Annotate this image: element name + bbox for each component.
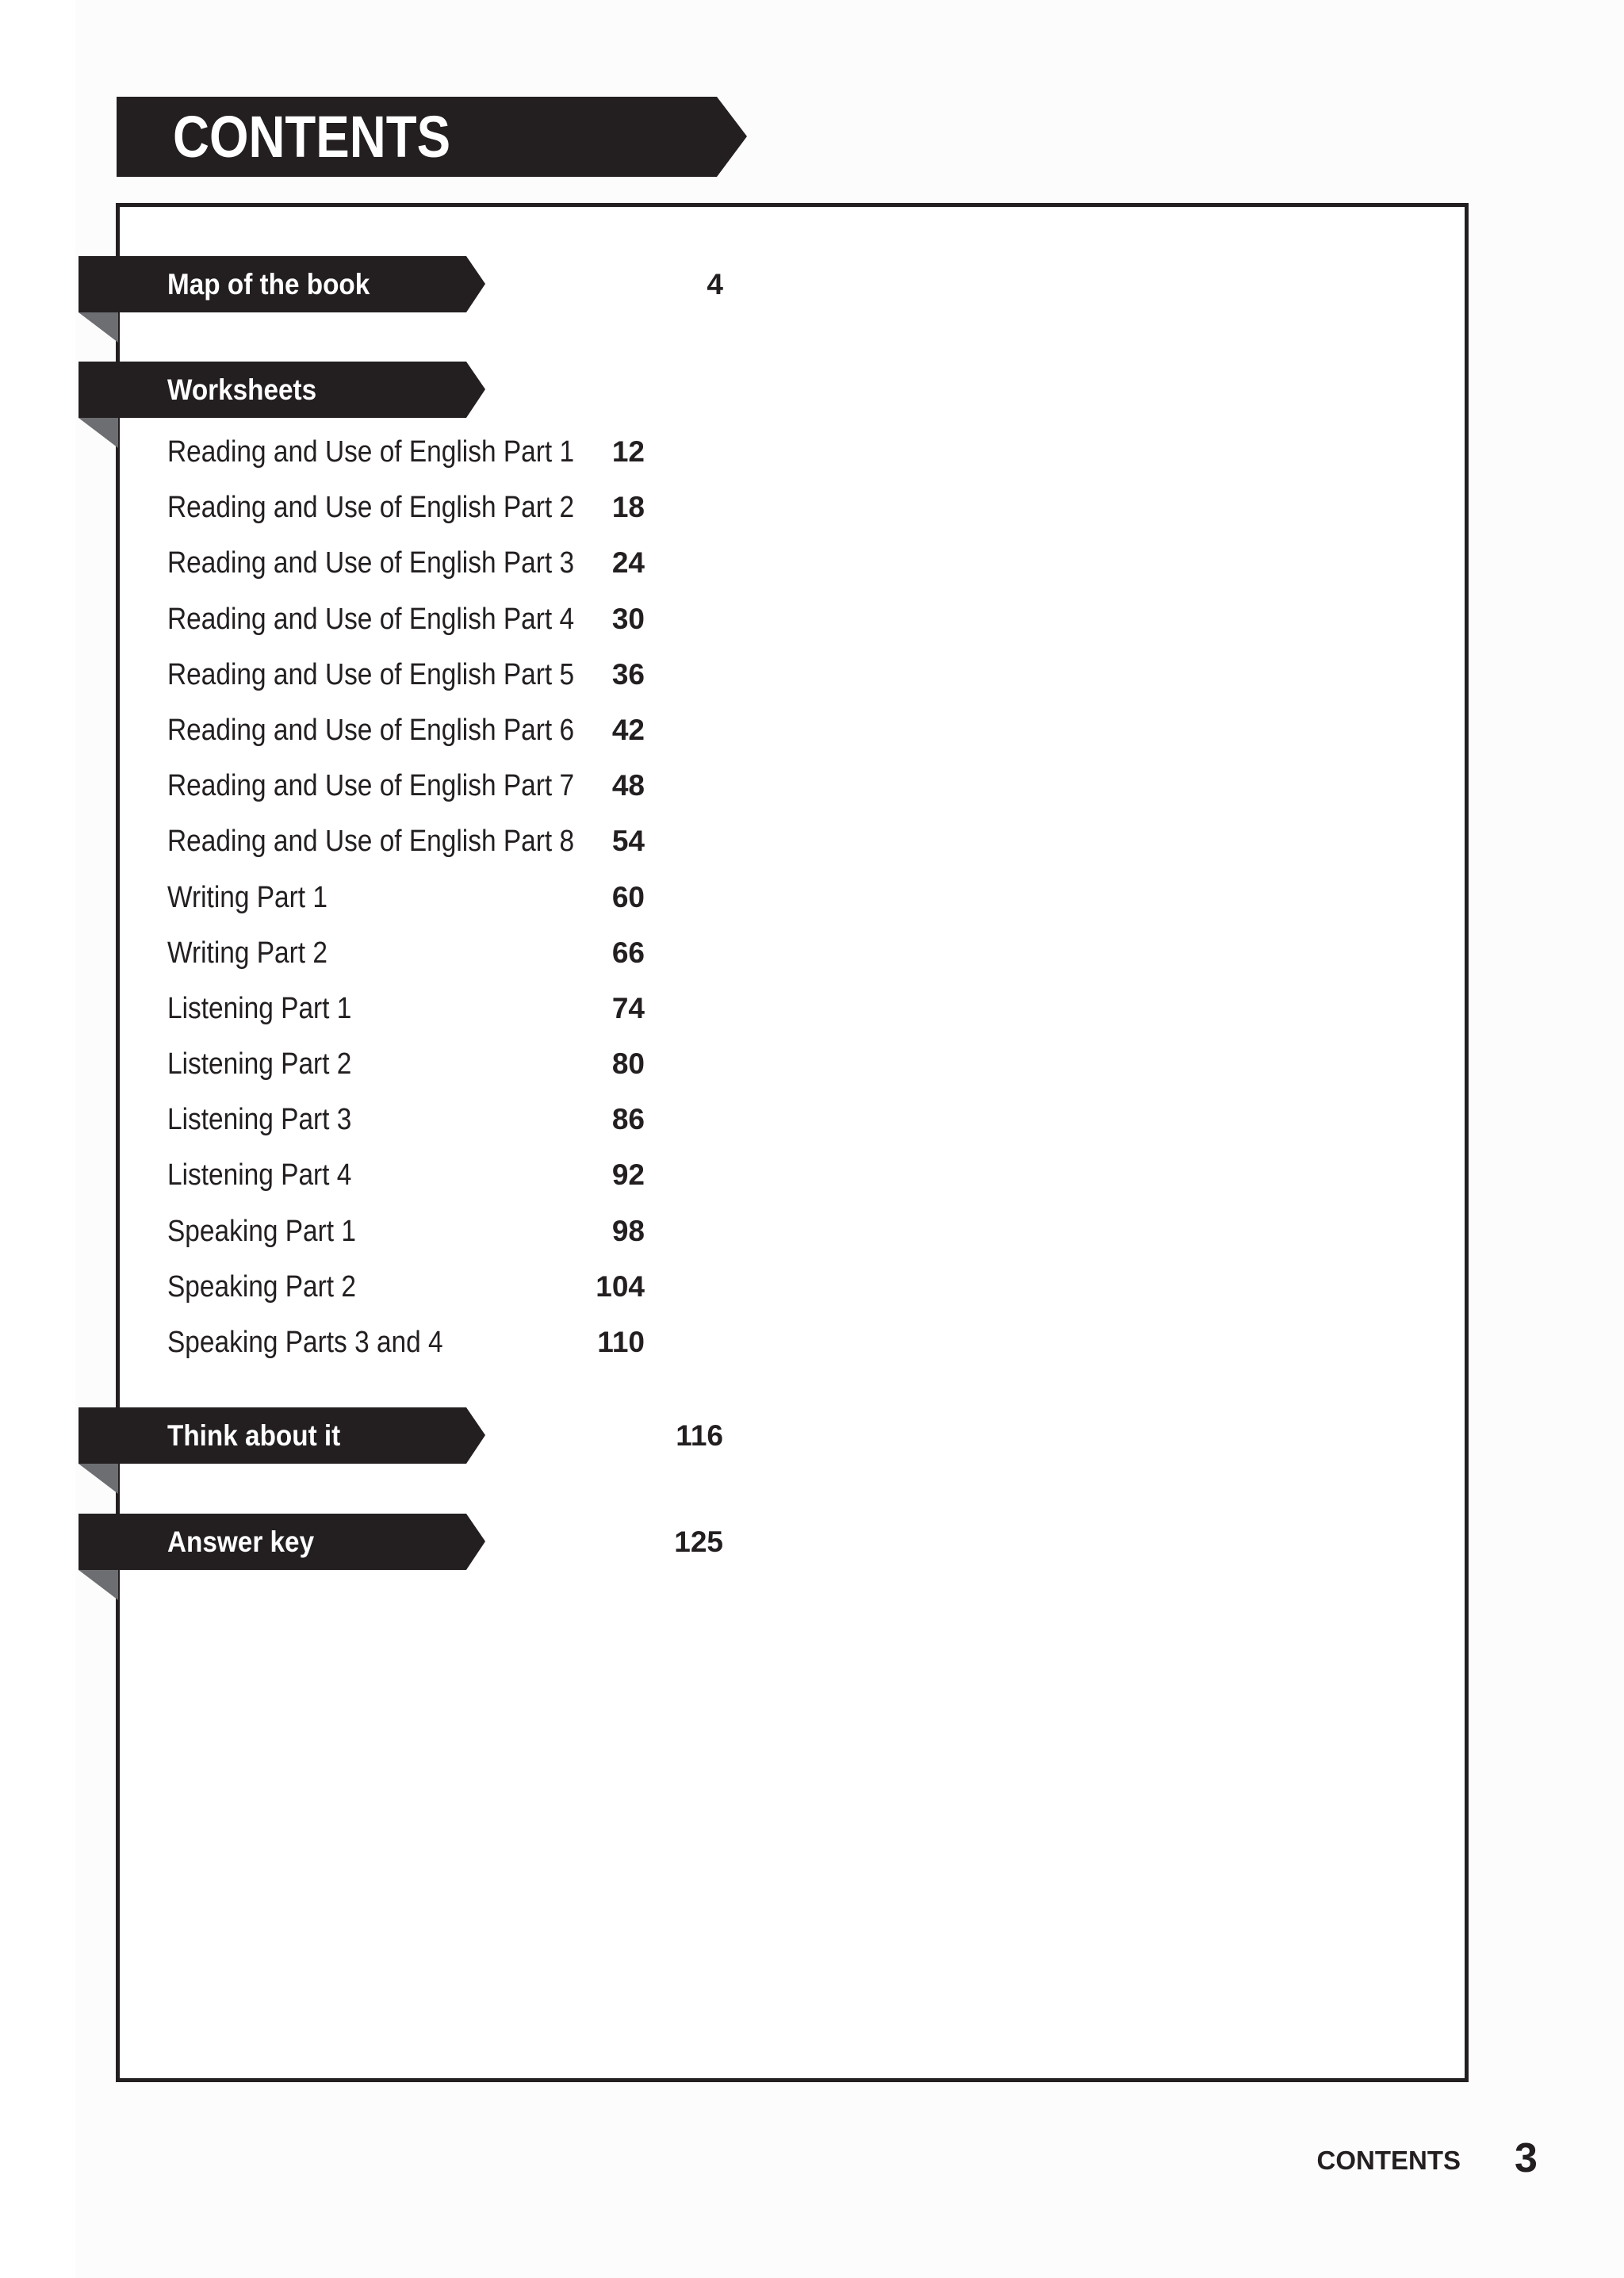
list-item[interactable] [167,706,645,762]
entry-title: Writing Part 2 [167,936,327,970]
entry-page-number: 80 [611,1047,645,1081]
entry-page-number: 42 [611,713,645,746]
entry-page-number: 48 [611,769,645,802]
entry-title: Reading and Use of English Part 4 [167,602,575,636]
entry-page-number: 110 [597,1326,645,1358]
section-page-number: 116 [676,1419,723,1452]
entry-page-number: 60 [611,880,645,913]
list-item[interactable] [167,762,645,817]
section-think-about-it[interactable] [79,1407,723,1464]
list-item[interactable] [167,539,645,595]
entry-title: Speaking Part 1 [167,1214,356,1248]
list-item[interactable] [167,985,645,1040]
section-label: Map of the book [167,268,370,301]
list-item[interactable] [167,1208,645,1263]
entry-page-number: 54 [611,825,645,858]
section-answer-key[interactable] [79,1514,723,1570]
list-item[interactable] [167,1263,645,1319]
list-item[interactable] [167,1096,645,1151]
footer-running-title: CONTENTS [1316,2146,1461,2175]
entry-page-number: 104 [596,1269,645,1303]
entry-title: Speaking Parts 3 and 4 [167,1326,443,1359]
entry-page-number: 24 [611,546,645,580]
entry-page-number: 74 [611,991,645,1024]
section-page-number: 4 [707,268,723,301]
list-item[interactable] [167,484,645,539]
worksheet-list [167,428,645,1374]
entry-title: Listening Part 4 [167,1158,352,1193]
entry-title: Reading and Use of English Part 7 [167,769,575,803]
entry-page-number: 30 [611,602,645,635]
entry-title: Reading and Use of English Part 8 [167,825,575,859]
section-page-number: 125 [674,1526,723,1558]
section-label: Think about it [167,1419,341,1452]
entry-title: Reading and Use of English Part 6 [167,713,575,747]
entry-page-number: 66 [611,936,645,969]
entry-title: Speaking Part 2 [167,1269,356,1304]
entry-title: Reading and Use of English Part 1 [167,435,575,469]
entry-title: Reading and Use of English Part 2 [167,491,575,525]
list-item[interactable] [167,595,645,651]
entry-page-number: 36 [611,657,645,691]
list-item[interactable] [167,874,645,929]
entry-title: Reading and Use of English Part 5 [167,657,575,691]
entry-page-number: 86 [611,1103,645,1136]
list-item[interactable] [167,929,645,985]
footer-page-number: 3 [1515,2135,1538,2181]
entry-title: Listening Part 2 [167,1047,352,1082]
entry-title: Listening Part 3 [167,1103,352,1137]
entry-page-number: 92 [611,1158,645,1192]
list-item[interactable] [167,817,645,873]
section-label: Answer key [167,1526,315,1558]
list-item[interactable] [167,1040,645,1096]
entry-page-number: 18 [611,491,645,524]
entry-title: Writing Part 1 [167,880,327,914]
section-worksheets[interactable] [79,362,485,418]
page-title: CONTENTS [173,104,451,170]
section-map-of-the-book[interactable] [79,256,723,312]
list-item[interactable] [167,1151,645,1207]
list-item[interactable] [167,1319,645,1374]
entry-page-number: 98 [611,1214,645,1247]
section-label: Worksheets [167,373,317,406]
entry-title: Listening Part 1 [167,991,352,1025]
list-item[interactable] [167,651,645,706]
entry-title: Reading and Use of English Part 3 [167,546,575,580]
entry-page-number: 12 [611,435,645,468]
list-item[interactable] [167,428,645,484]
